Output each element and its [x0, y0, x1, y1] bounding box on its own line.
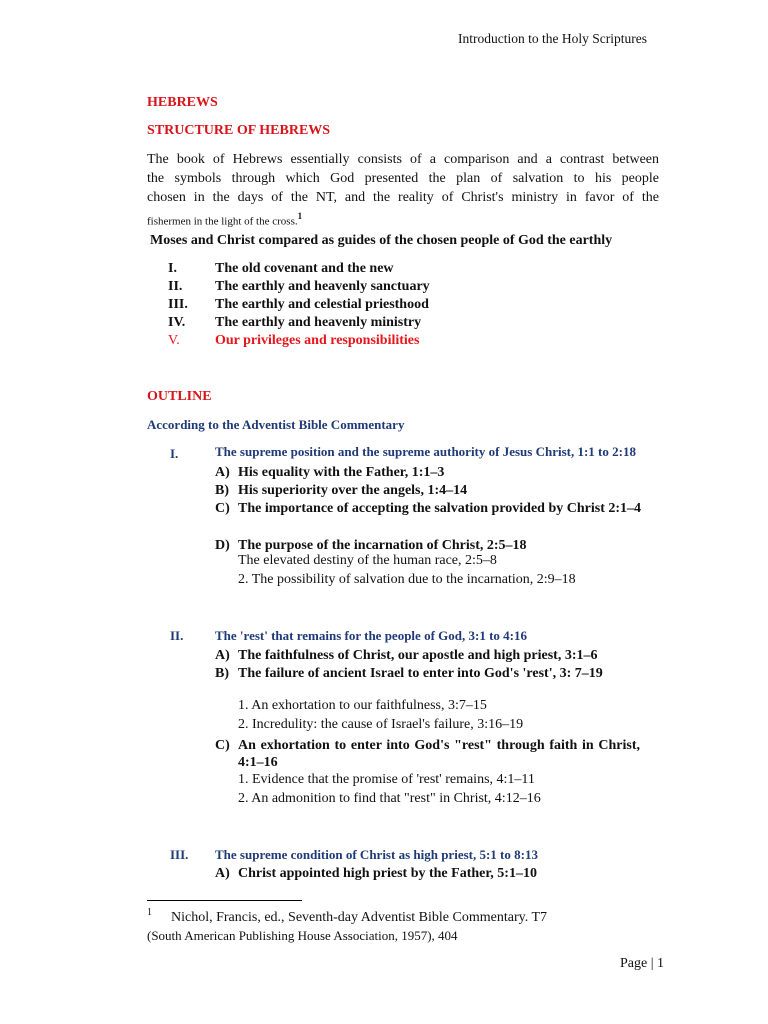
outline-item: A) His equality with the Father, 1:1–3	[215, 465, 445, 480]
outline-item: A) The faithfulness of Christ, our apostle and high priest, 3:1–6	[215, 648, 598, 663]
footnote-number: 1	[147, 907, 152, 918]
outline-source: According to the Adventist Bible Commentary	[147, 417, 405, 432]
intro-paragraph	[147, 150, 659, 232]
section-number: III.	[170, 847, 189, 862]
outline-item: D) The purpose of the incarnation of Christ, 2:5–18	[215, 538, 527, 553]
outline-item: A) Christ appointed high priest by the Father, 5:1–10	[215, 866, 537, 881]
outline-heading: OUTLINE	[147, 389, 212, 404]
outline-subitem: The elevated destiny of the human race, 2:5–8	[238, 553, 497, 568]
list-item-number: I.	[168, 261, 177, 276]
list-item-text: Our privileges and responsibilities	[215, 333, 420, 348]
footnote-text: (South American Publishing House Association, 1957), 404	[147, 928, 458, 943]
section-number: I.	[170, 446, 179, 461]
section-title: The supreme position and the supreme authority of Jesus Christ, 1:1 to 2:18	[215, 444, 636, 459]
outline-subitem: 2. The possibility of salvation due to the incarnation, 2:9–18	[238, 572, 576, 587]
section-title: The 'rest' that remains for the people of God, 3:1 to 4:16	[215, 628, 527, 643]
outline-subitem: 2. An admonition to find that "rest" in Christ, 4:12–16	[238, 791, 541, 806]
list-item-text: The earthly and heavenly sanctuary	[215, 279, 430, 294]
list-item-text: The old covenant and the new	[215, 261, 394, 276]
list-item-number: V.	[168, 333, 180, 348]
outline-subitem: 1. Evidence that the promise of 'rest' remains, 4:1–11	[238, 772, 535, 787]
page-number: Page | 1	[620, 956, 665, 971]
structure-list	[168, 261, 430, 351]
outline-item: C) The importance of accepting the salvation provided by Christ 2:1–4	[215, 501, 642, 516]
list-item	[168, 279, 430, 297]
list-item	[168, 297, 430, 315]
structure-heading: STRUCTURE OF HEBREWS	[147, 123, 331, 138]
outline-subitem: 1. An exhortation to our faithfulness, 3:7–15	[238, 698, 487, 713]
section-number: II.	[170, 628, 184, 643]
intro-line: The book of Hebrews essentially consists of a comparison and a contrast between	[147, 152, 659, 167]
intro-line: the symbols through which God presented the plan of salvation to his people	[147, 171, 659, 186]
outline-item: B) The failure of ancient Israel to enter into God's 'rest', 3: 7–19	[215, 666, 603, 681]
footnote-text: Nichol, Francis, ed., Seventh-day Adventist Bible Commentary. T7	[171, 910, 547, 925]
intro-line: fishermen in the light of the cross.	[147, 215, 298, 228]
outline-item: C) An exhortation to enter into God's "rest" through faith in Christ, 4:1–16	[215, 738, 640, 770]
intro-line: chosen in the days of the NT, and the reality of Christ's ministry in favor of the	[147, 190, 659, 205]
list-item-number: III.	[168, 297, 188, 312]
section-title: The supreme condition of Christ as high priest, 5:1 to 8:13	[215, 847, 538, 862]
list-item-number: IV.	[168, 315, 186, 330]
intro-line-last	[147, 207, 659, 232]
running-header: Introduction to the Holy Scriptures	[458, 31, 647, 46]
footnote-ref: 1	[297, 211, 303, 221]
book-heading: HEBREWS	[147, 95, 218, 110]
list-item-number: II.	[168, 279, 183, 294]
compare-heading: Moses and Christ compared as guides of the chosen people of God the earthly	[150, 233, 613, 248]
list-item	[168, 333, 430, 351]
list-item	[168, 261, 430, 279]
footnote-separator	[147, 900, 302, 901]
list-item-text: The earthly and heavenly ministry	[215, 315, 422, 330]
outline-subitem: 2. Incredulity: the cause of Israel's failure, 3:16–19	[238, 717, 524, 732]
outline-item: B) His superiority over the angels, 1:4–14	[215, 483, 468, 498]
list-item-text: The earthly and celestial priesthood	[215, 297, 429, 312]
list-item	[168, 315, 430, 333]
